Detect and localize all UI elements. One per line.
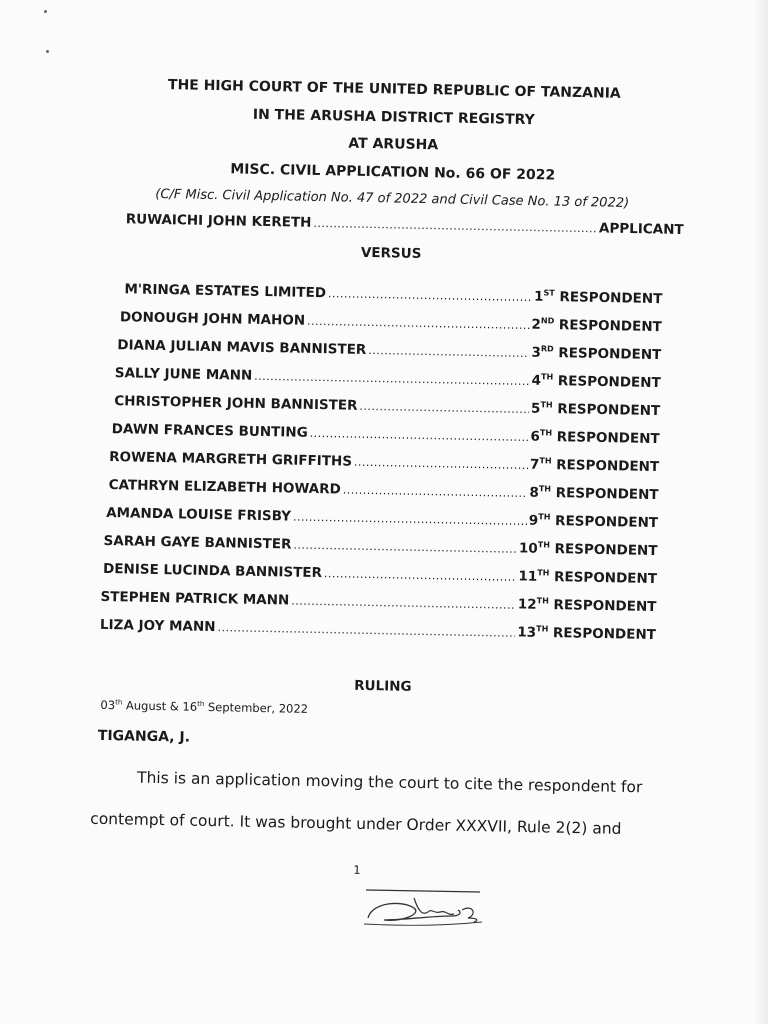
respondent-ordinal-suffix: TH [536, 624, 549, 634]
dot-leader [328, 287, 532, 304]
respondent-ordinal-suffix: TH [537, 568, 550, 578]
respondent-name: LIZA JOY MANN [99, 616, 216, 635]
date-suffix-2: th [197, 699, 205, 709]
respondent-word: RESPONDENT [553, 569, 658, 588]
dot-leader [307, 314, 530, 331]
dot-leader [354, 455, 528, 471]
respondent-name: STEPHEN PATRICK MANN [100, 588, 290, 609]
respondent-role [529, 512, 659, 531]
respondent-ordinal-suffix: TH [538, 484, 552, 494]
respondent-ordinal-suffix: ND [540, 316, 555, 326]
respondent-word: RESPONDENT [554, 513, 659, 532]
respondent-name: SALLY JUNE MANN [114, 364, 253, 384]
respondent-ordinal-suffix: TH [536, 596, 549, 606]
respondent-ordinal-suffix: ST [543, 288, 555, 298]
respondent-word: RESPONDENT [556, 457, 660, 476]
respondent-word: RESPONDENT [555, 485, 659, 504]
respondent-number: 7 [529, 456, 540, 473]
ruling-paragraph-line-1: This is an application moving the court to cite the respondent for [136, 768, 643, 797]
dot-leader [254, 369, 530, 387]
respondent-name: AMANDA LOUISE FRISBY [106, 504, 292, 525]
respondent-row [112, 420, 660, 447]
applicant-role: APPLICANT [598, 220, 684, 239]
respondent-number: 1 [533, 288, 544, 305]
applicant-line [126, 211, 684, 238]
respondent-ordinal-suffix: TH [539, 456, 552, 466]
dot-leader [313, 217, 597, 235]
respondent-word: RESPONDENT [553, 597, 657, 616]
respondent-row [109, 476, 659, 503]
dot-leader [291, 594, 516, 611]
respondent-number: 3 [531, 344, 541, 361]
dot-leader [324, 567, 517, 584]
ruling-title: RULING [354, 677, 412, 695]
registry-name: IN THE ARUSHA DISTRICT REGISTRY [252, 106, 535, 129]
respondent-ordinal-suffix: TH [539, 428, 553, 438]
respondent-role [518, 596, 657, 615]
respondent-ordinal-suffix: TH [538, 512, 551, 522]
respondent-word: RESPONDENT [558, 317, 662, 336]
respondent-row [114, 392, 660, 419]
respondent-ordinal-suffix: TH [537, 540, 551, 550]
application-number: MISC. CIVIL APPLICATION No. 66 OF 2022 [230, 161, 556, 184]
respondent-number: 11 [518, 568, 538, 585]
respondent-word: RESPONDENT [557, 373, 661, 392]
dot-leader [217, 621, 515, 640]
dot-leader [343, 483, 528, 500]
dot-leader [359, 399, 529, 415]
respondent-role [517, 624, 656, 643]
respondent-row [103, 560, 657, 587]
respondent-word: RESPONDENT [556, 429, 660, 448]
respondent-role [531, 372, 661, 391]
respondent-word: RESPONDENT [552, 625, 657, 644]
respondent-ordinal-suffix: TH [540, 372, 554, 382]
judge-signature [362, 880, 492, 934]
respondent-row [120, 308, 662, 335]
respondent-role [531, 316, 662, 335]
dot-leader [293, 538, 517, 555]
respondent-name: ROWENA MARGRETH GRIFFITHS [109, 448, 353, 470]
respondent-name: M'RINGA ESTATES LIMITED [124, 280, 327, 301]
respondent-ordinal-suffix: RD [540, 344, 554, 354]
respondent-name: DIANA JULIAN MAVIS BANNISTER [117, 336, 367, 358]
respondent-role [534, 288, 663, 307]
court-place: AT ARUSHA [348, 135, 439, 154]
respondent-role [529, 484, 659, 503]
respondent-role [530, 428, 660, 447]
respondent-number: 5 [530, 400, 541, 417]
respondent-role [530, 456, 660, 475]
respondent-row [100, 616, 656, 643]
scan-speck [46, 50, 49, 53]
judge-name: TIGANGA, J. [97, 727, 191, 746]
versus-label: VERSUS [360, 244, 422, 262]
respondent-row [106, 504, 658, 531]
respondent-word: RESPONDENT [558, 345, 662, 364]
ruling-date [100, 698, 308, 716]
respondent-row [124, 280, 662, 307]
scan-edge [754, 0, 768, 1024]
respondent-name: CATHRYN ELIZABETH HOWARD [108, 476, 341, 497]
respondent-ordinal-suffix: TH [540, 400, 553, 410]
respondent-number: 13 [517, 624, 537, 641]
page-number: 1 [353, 862, 361, 877]
dot-leader [368, 343, 529, 359]
applicant-name: RUWAICHI JOHN KERETH [125, 211, 312, 231]
respondent-role [531, 400, 661, 419]
date-suffix-1: th [115, 698, 123, 707]
respondent-name: CHRISTOPHER JOHN BANNISTER [114, 392, 358, 414]
respondent-row [100, 588, 656, 615]
respondent-name: DENISE LUCINDA BANNISTER [102, 560, 323, 581]
respondent-number: 8 [529, 484, 539, 501]
respondent-role [518, 568, 657, 587]
respondent-name: DAWN FRANCES BUNTING [111, 420, 308, 441]
respondent-role [531, 344, 661, 363]
respondent-word: RESPONDENT [559, 289, 663, 308]
respondent-name: SARAH GAYE BANNISTER [103, 532, 292, 553]
dot-leader [293, 510, 527, 527]
respondent-word: RESPONDENT [554, 541, 658, 560]
respondent-row [103, 532, 657, 559]
dot-leader [310, 426, 529, 443]
respondent-number: 6 [530, 428, 541, 445]
respondent-role [519, 540, 658, 559]
respondent-row [115, 364, 661, 391]
court-name: THE HIGH COURT OF THE UNITED REPUBLIC OF TANZANIA [167, 77, 621, 102]
ruling-paragraph-line-2: contempt of court. It was brought under Order XXXVII, Rule 2(2) and [90, 809, 622, 838]
respondent-number: 2 [531, 316, 541, 333]
date-text-1: August & 16 [125, 698, 198, 714]
scan-speck [44, 10, 47, 13]
respondent-row [109, 448, 659, 475]
respondent-number: 9 [528, 512, 539, 529]
date-day-1: 03 [100, 697, 116, 713]
respondent-number: 12 [517, 596, 537, 613]
respondent-number: 10 [518, 540, 538, 557]
document-body [90, 0, 684, 877]
respondent-word: RESPONDENT [557, 401, 661, 420]
respondent-name: DONOUGH JOHN MAHON [119, 308, 306, 329]
respondent-number: 4 [531, 372, 542, 389]
cross-reference: (C/F Misc. Civil Application No. 47 of 2022 and Civil Case No. 13 of 2022) [155, 186, 630, 211]
date-text-2: September, 2022 [207, 699, 309, 716]
respondent-row [117, 336, 661, 363]
